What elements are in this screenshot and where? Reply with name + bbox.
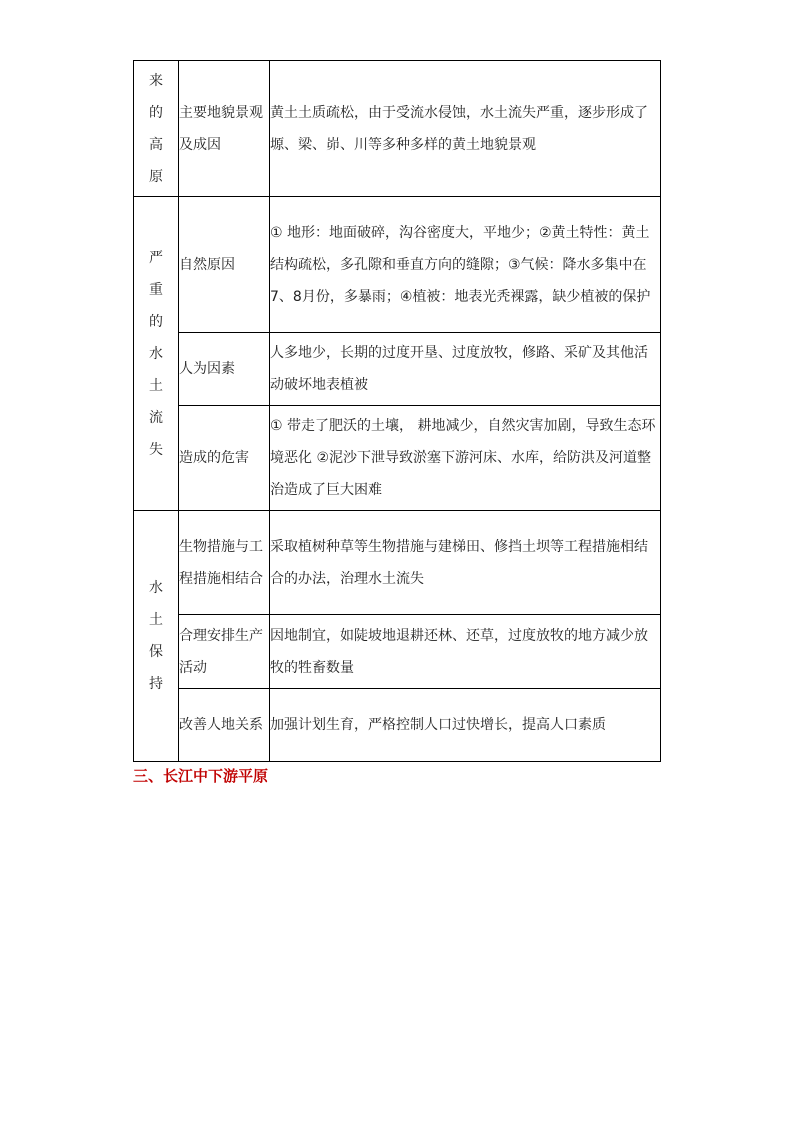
row-text-human-factors: 人多地少，长期的过度开垦、过度放牧，修路、采矿及其他活动破坏地表植被 <box>270 333 661 406</box>
category-cell-conservation <box>134 511 179 762</box>
category-label: 严重的水土流失 <box>149 249 163 458</box>
row-label-natural-causes: 自然原因 <box>179 197 270 333</box>
section-heading: 三、长江中下游平原 <box>133 767 269 785</box>
row-label-human-land: 改善人地关系 <box>179 689 270 762</box>
row-label-landform: 主要地貌景观及成因 <box>179 61 270 197</box>
row-text-natural-causes: ① 地形：地面破碎，沟谷密度大，平地少；②黄土特性：黄土结构疏松，多孔隙和垂直方向的缝隙；③气候：降水多集中在7、8月份，多暴雨；④植被：地表光秃裸露，缺少植被的保护 <box>270 197 661 333</box>
row-text-human-land: 加强计划生育，严格控制人口过快增长，提高人口素质 <box>270 689 661 762</box>
row-label-human-factors: 人为因素 <box>179 333 270 406</box>
row-label-bio-engineering: 生物措施与工程措施相结合 <box>179 511 270 615</box>
loess-plateau-table <box>133 60 661 762</box>
row-label-harm: 造成的危害 <box>179 406 270 511</box>
table-row <box>134 197 661 333</box>
table-row <box>134 61 661 197</box>
row-text-landform: 黄土土质疏松，由于受流水侵蚀，水土流失严重，逐步形成了塬、梁、峁、川等多种多样的黄土地貌景观 <box>270 61 661 197</box>
table-row <box>134 406 661 511</box>
category-cell-plateau <box>134 61 179 197</box>
table-row <box>134 333 661 406</box>
row-text-harm: ① 带走了肥沃的土壤， 耕地减少，自然灾害加剧，导致生态环境恶化 ②泥沙下泄导致淤塞下游河床、水库，给防洪及河道整治造成了巨大困难 <box>270 406 661 511</box>
category-cell-erosion <box>134 197 179 511</box>
row-text-bio-engineering: 采取植树种草等生物措施与建梯田、修挡土坝等工程措施相结合的办法，治理水土流失 <box>270 511 661 615</box>
table-row <box>134 615 661 689</box>
category-label: 来的高原 <box>149 72 163 185</box>
category-label: 水土保持 <box>149 580 163 692</box>
row-label-production: 合理安排生产活动 <box>179 615 270 689</box>
table-row <box>134 511 661 615</box>
table-row <box>134 689 661 762</box>
row-text-production: 因地制宜，如陡坡地退耕还林、还草，过度放牧的地方减少放牧的牲畜数量 <box>270 615 661 689</box>
